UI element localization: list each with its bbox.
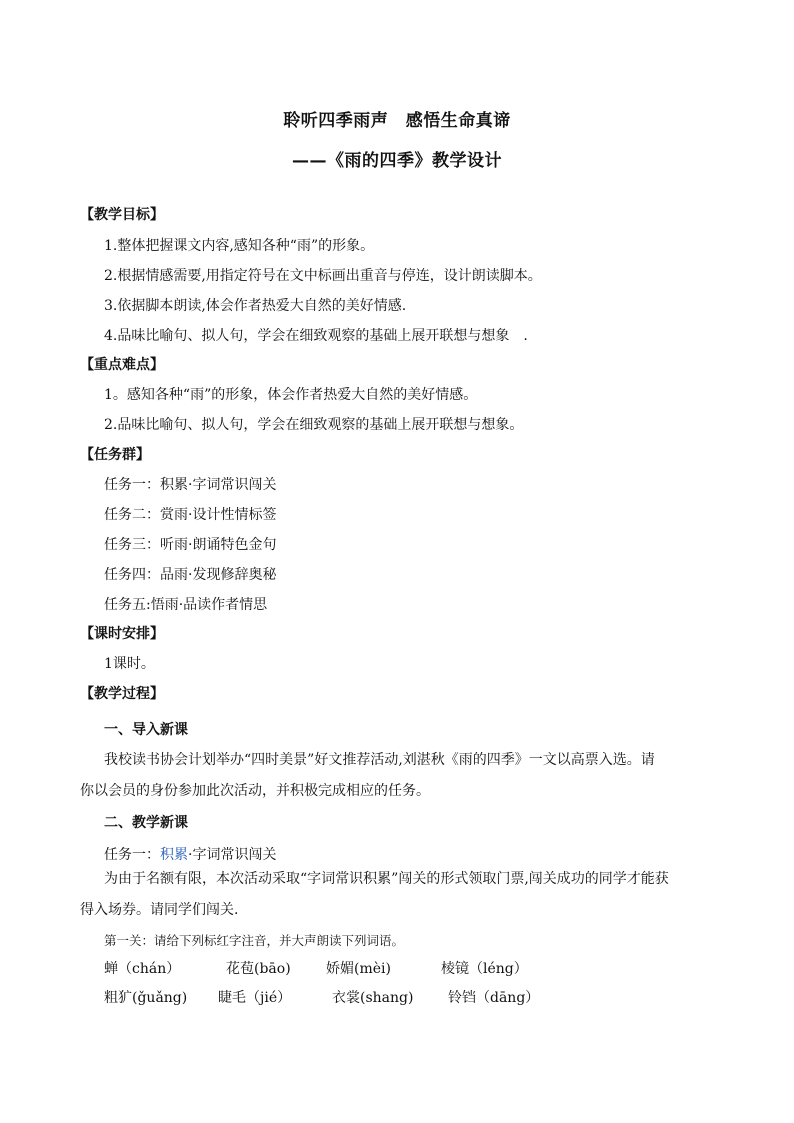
schedule-text: 1课时。: [104, 656, 155, 672]
level1-instruction: 第一关：请给下列标红字注音，并大声朗读下列词语。: [104, 933, 405, 948]
vocab-word: 铃铛（dāng）: [448, 990, 540, 1006]
task1-paragraph-line: 得入场券。请同学们闯关.: [80, 902, 239, 918]
process-heading: 【教学过程】: [80, 686, 164, 702]
vocab-word: 粗犷(ǧuǎng): [104, 990, 188, 1006]
task1-suffix: ·字词常识闯关: [188, 847, 277, 863]
objectives-heading: 【教学目标】: [80, 207, 164, 223]
tasks-heading: 【任务群】: [80, 447, 150, 463]
objective-item: 1.整体把握课文内容,感知各种“雨”的形象。: [104, 238, 375, 254]
section-title-intro: 一、导入新课: [104, 722, 188, 738]
task-item: 任务二：赏雨·设计性情标签: [104, 507, 277, 523]
task1-title: [104, 845, 276, 865]
task1-prefix: 任务一：: [104, 847, 160, 863]
vocab-word: 棱镜（léng）: [441, 961, 528, 977]
task1-paragraph-line: 为由于名额有限，本次活动采取“字词常识积累”闯关的形式领取门票,闯关成功的同学才能获: [104, 871, 669, 887]
keypoint-item: 2.品味比喻句、拟人句，学会在细致观察的基础上展开联想与想象。: [104, 417, 524, 433]
section-title-new-lesson: 二、教学新课: [104, 815, 188, 831]
task-item: 任务五:悟雨·品读作者情思: [104, 597, 268, 613]
objective-item: 3.依据脚本朗读,体会作者热爱大自然的美好情感.: [104, 298, 407, 314]
document-title: 聆听四季雨声 感悟生命真谛: [283, 111, 511, 131]
vocab-word: 蝉（chán）: [104, 961, 181, 977]
keypoint-item: 1。感知各种“雨”的形象，体会作者热爱大自然的美好情感。: [104, 387, 478, 403]
vocab-word: 衣裳(shang): [332, 990, 414, 1006]
task-item: 任务三：听雨·朗诵特色金句: [104, 537, 277, 553]
intro-paragraph-line: 你以会员的身份参加此次活动，并积极完成相应的任务。: [80, 783, 430, 799]
objective-item: 2.根据情感需要,用指定符号在文中标画出重音与停连，设计朗读脚本。: [104, 268, 542, 284]
intro-paragraph-line: 我校读书协会计划举办“四时美景”好文推荐活动,刘湛秋《雨的四季》一文以高票入选。请: [104, 752, 655, 768]
document-subtitle: ——《雨的四季》教学设计: [292, 151, 502, 171]
schedule-heading: 【课时安排】: [80, 626, 164, 642]
vocab-word: 花苞(bāo): [226, 961, 291, 977]
vocab-word: 睫毛（jié）: [218, 990, 292, 1006]
objective-item: 4.品味比喻句、拟人句，学会在细致观察的基础上展开联想与想象 .: [104, 328, 528, 344]
vocab-word: 娇媚(mèi): [326, 961, 391, 977]
task-item: 任务四：品雨·发现修辞奥秘: [104, 567, 277, 583]
keypoints-heading: 【重点难点】: [80, 357, 164, 373]
task-item: 任务一：积累·字词常识闯关: [104, 477, 277, 493]
task1-highlight: 积累: [160, 847, 188, 863]
